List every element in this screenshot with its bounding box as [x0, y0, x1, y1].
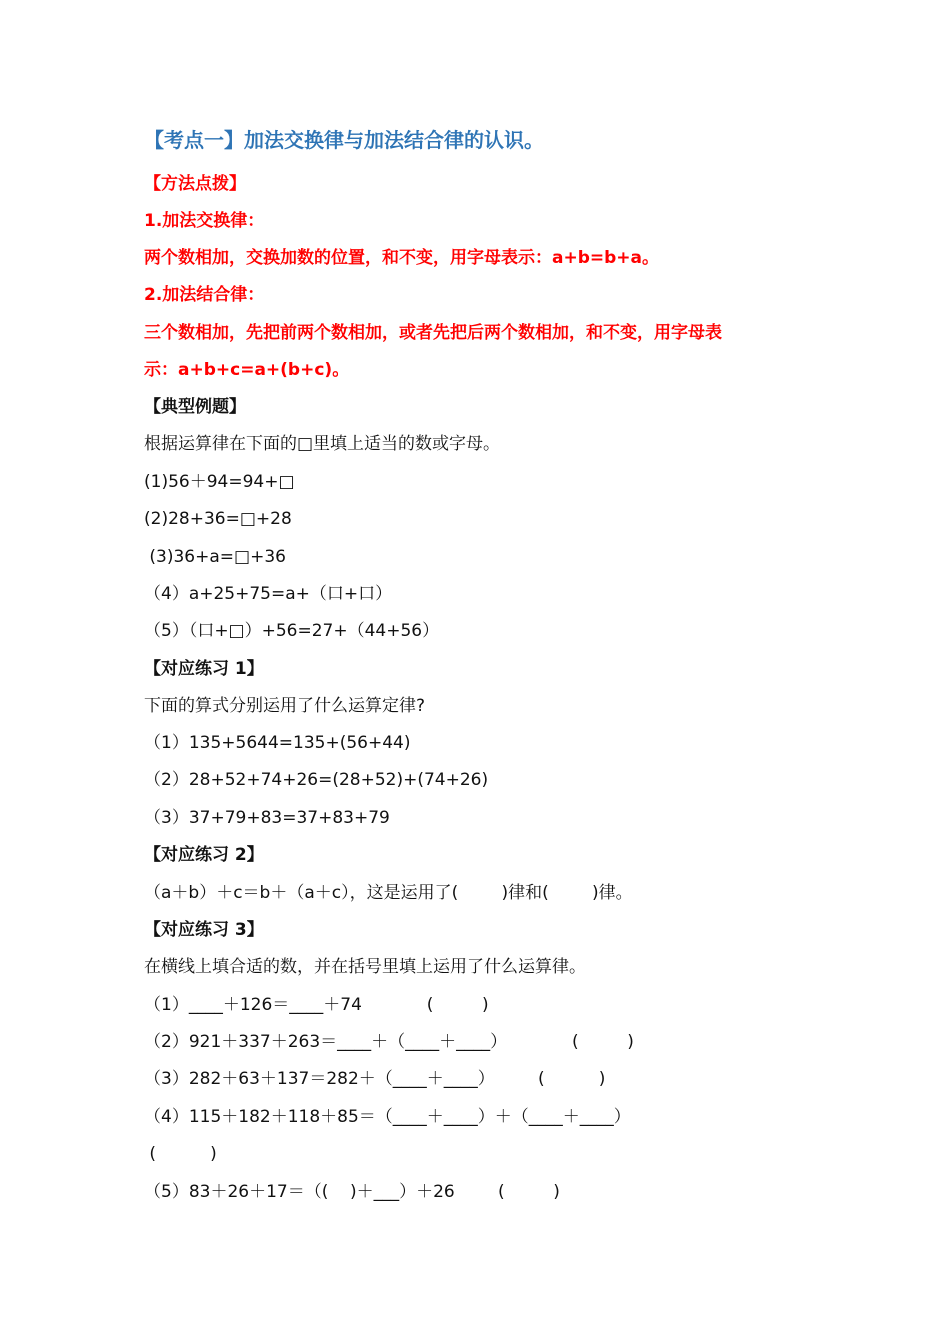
practice3-prompt: 在横线上填合适的数，并在括号里填上运用了什么运算律。: [144, 957, 586, 977]
rule2-title: 2.加法结合律：: [144, 285, 265, 305]
method-title: 【方法点拨】: [144, 174, 246, 194]
section-heading: 【考点一】加法交换律与加法结合律的认识。: [144, 128, 544, 152]
example-item: (3)36+a=□+36: [144, 547, 286, 567]
practice1-item: （1）135+5644=135+(56+44): [144, 733, 411, 753]
example-item: （5）（口+□）+56=27+（44+56）: [144, 621, 440, 641]
practice1-item: （3）37+79+83=37+83+79: [144, 808, 390, 828]
practice1-item: （2）28+52+74+26=(28+52)+(74+26): [144, 770, 489, 790]
example-item: （4）a+25+75=a+（口+口）: [144, 584, 393, 604]
example-title: 【典型例题】: [144, 397, 246, 417]
example-item: (2)28+36=□+28: [144, 509, 292, 529]
practice3-item: （2）921＋337＋263＝____＋（____＋____） ( ): [144, 1032, 634, 1052]
practice2-title: 【对应练习 2】: [144, 845, 264, 865]
practice2-question: （a＋b）＋c＝b＋（a＋c），这是运用了( )律和( )律。: [144, 883, 633, 903]
rule2-text-line2: 示：a+b+c=a+(b+c)。: [144, 360, 350, 380]
practice3-item: （4）115＋182＋118＋85＝（____＋____）＋（____＋____）: [144, 1107, 631, 1127]
example-prompt: 根据运算律在下面的□里填上适当的数或字母。: [144, 434, 501, 454]
example-item: (1)56＋94=94+□: [144, 472, 295, 492]
practice3-item: （3）282＋63＋137＝282＋（____＋____） ( ): [144, 1069, 606, 1089]
practice1-prompt: 下面的算式分别运用了什么运算定律?: [144, 696, 426, 716]
practice1-title: 【对应练习 1】: [144, 659, 264, 679]
practice3-title: 【对应练习 3】: [144, 920, 264, 940]
rule2-text-line1: 三个数相加，先把前两个数相加，或者先把后两个数相加，和不变，用字母表: [144, 323, 722, 343]
practice3-item: （5）83＋26＋17＝（( )＋___）＋26 ( ): [144, 1182, 560, 1202]
practice3-item: ( ): [144, 1144, 217, 1164]
rule1-title: 1.加法交换律：: [144, 211, 265, 231]
practice3-item: （1）____＋126＝____＋74 ( ): [144, 995, 489, 1015]
rule1-text: 两个数相加，交换加数的位置，和不变，用字母表示：a+b=b+a。: [144, 248, 660, 268]
